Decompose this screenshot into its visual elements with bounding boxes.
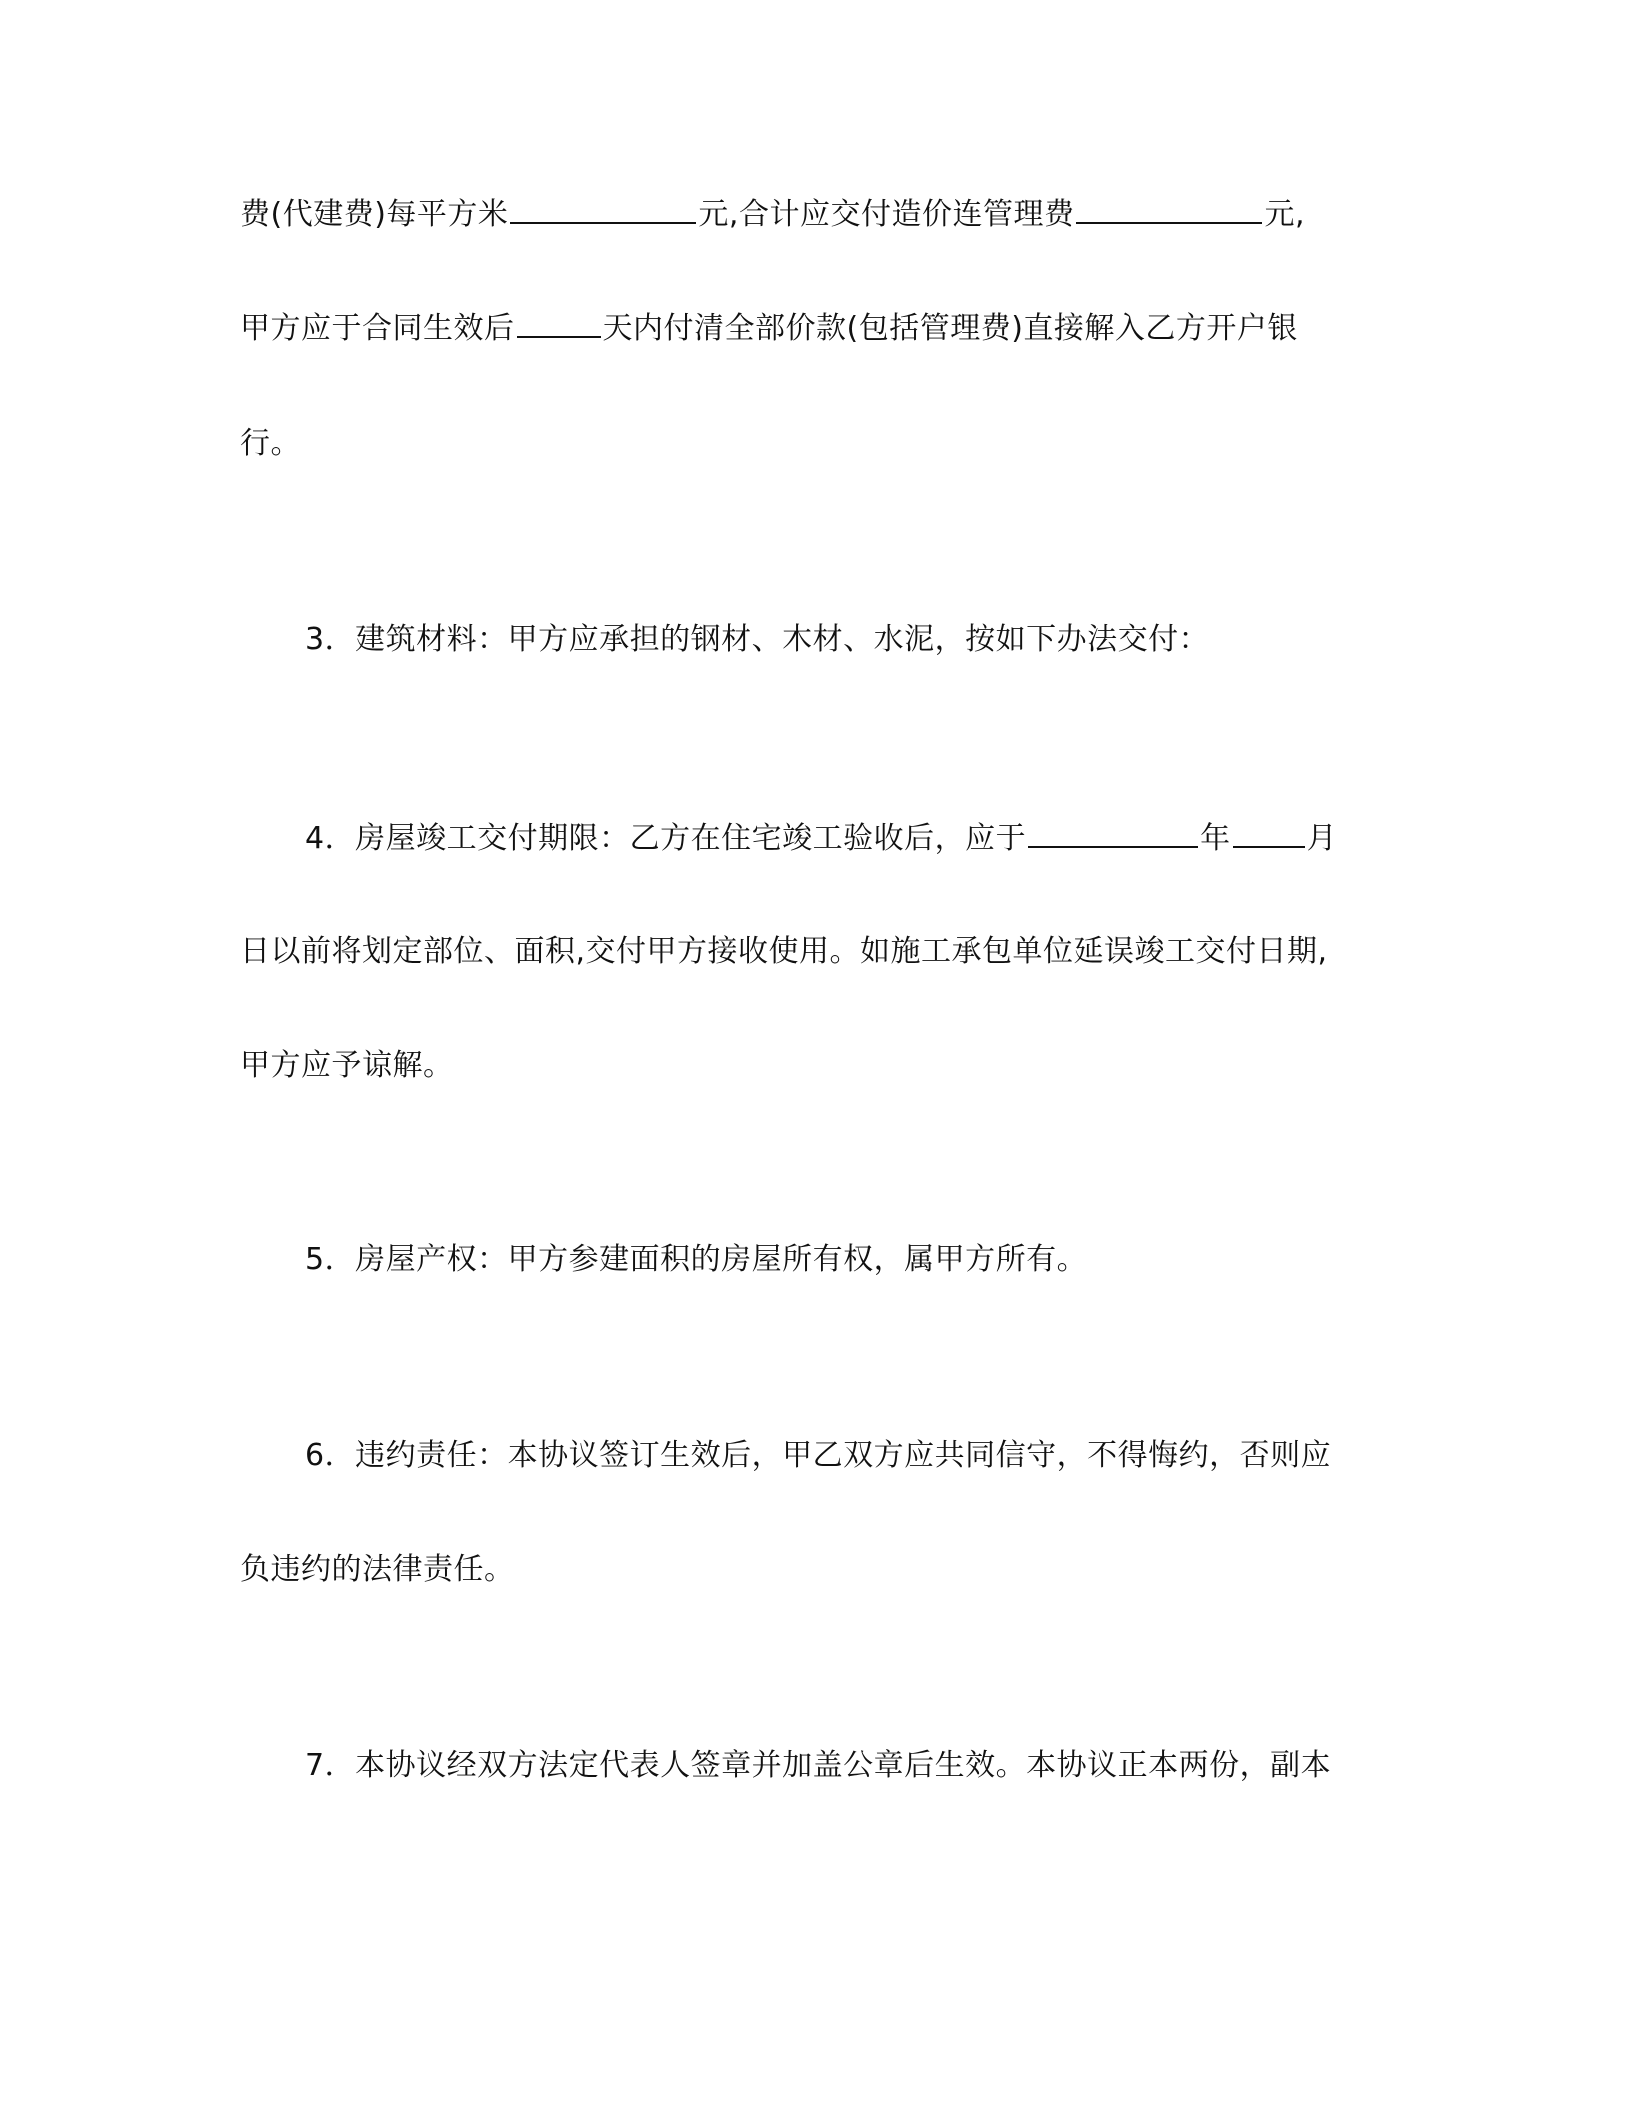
fill-in-blank bbox=[1028, 818, 1198, 848]
clause-7-line-1: 7．本协议经双方法定代表人签章并加盖公章后生效。本协议正本两份，副本 bbox=[305, 1748, 1332, 1783]
fill-in-blank bbox=[510, 194, 696, 224]
text-run: 费(代建费)每平方米 bbox=[240, 197, 509, 232]
text-run: 天内付清全部价款(包括管理费)直接解入乙方开户银 bbox=[602, 311, 1298, 346]
text-run: 甲方应于合同生效后 bbox=[240, 311, 515, 346]
clause-4-line-3: 甲方应予谅解。 bbox=[240, 1048, 454, 1083]
clause-6-line-1: 6．违约责任：本协议签订生效后，甲乙双方应共同信守，不得悔约，否则应 bbox=[305, 1438, 1332, 1473]
text-run: 元,合计应交付造价连管理费 bbox=[698, 197, 1075, 232]
fill-in-blank bbox=[1233, 818, 1305, 848]
clause-6-line-2: 负违约的法律责任。 bbox=[240, 1552, 515, 1587]
clause-3: 3．建筑材料：甲方应承担的钢材、木材、水泥，按如下办法交付： bbox=[305, 622, 1210, 657]
clause-4-line-2: 日以前将划定部位、面积,交付甲方接收使用。如施工承包单位延误竣工交付日期, bbox=[240, 934, 1328, 969]
clause-5: 5．房屋产权：甲方参建面积的房屋所有权，属甲方所有。 bbox=[305, 1242, 1088, 1277]
text-run: 年 bbox=[1200, 821, 1231, 856]
text-run: 月 bbox=[1306, 821, 1338, 856]
text-run: 4．房屋竣工交付期限：乙方在住宅竣工验收后，应于 bbox=[305, 821, 1027, 856]
paragraph-line bbox=[240, 194, 1390, 235]
fill-in-blank bbox=[1076, 194, 1262, 224]
clause-4-line-1 bbox=[305, 818, 1390, 859]
paragraph-line: 行。 bbox=[240, 426, 301, 461]
text-run: 元, bbox=[1264, 197, 1306, 232]
paragraph-line bbox=[240, 308, 1390, 349]
fill-in-blank bbox=[517, 308, 601, 338]
